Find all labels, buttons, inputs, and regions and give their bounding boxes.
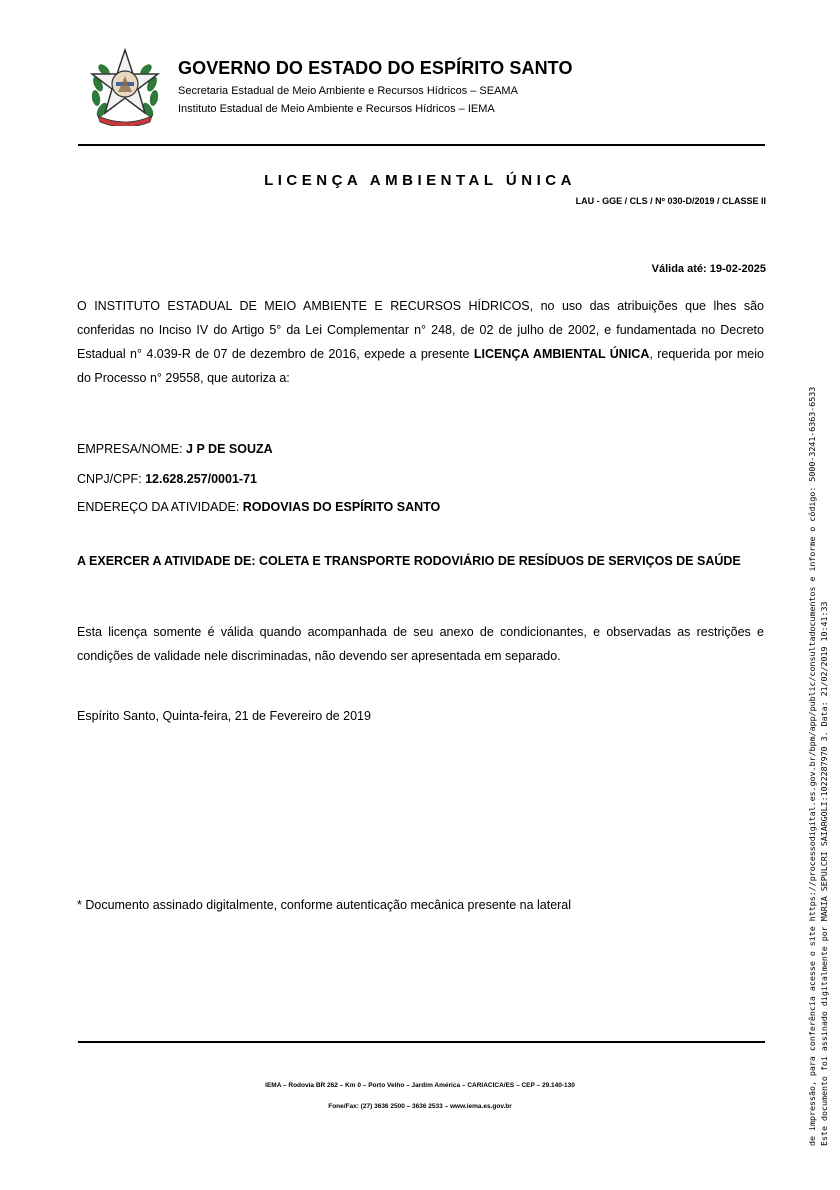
intro-license-name: LICENÇA AMBIENTAL ÚNICA bbox=[473, 347, 650, 361]
intro-text-2: , requerida por meio do Processo n° 29558, que autoriza a: bbox=[77, 347, 764, 385]
address-value: RODOVIAS DO ESPÍRITO SANTO bbox=[242, 500, 441, 514]
cnpj-value: 12.628.257/0001-71 bbox=[145, 472, 257, 486]
place-date: Espírito Santo, Quinta-feira, 21 de Fevereiro de 2019 bbox=[77, 709, 371, 723]
side-auth-line-1: Este documento foi assinado digitalmente por MARIA SEPULCRI SAIARGOLI:1022287970 3. Data: 21/02/2019 10:41:33 bbox=[819, 601, 829, 1146]
government-title: GOVERNO DO ESTADO DO ESPÍRITO SANTO bbox=[178, 58, 573, 78]
company-field bbox=[77, 442, 273, 456]
header-divider bbox=[78, 144, 765, 146]
secretaria-line: Secretaria Estadual de Meio Ambiente e Recursos Hídricos – SEAMA bbox=[178, 85, 518, 97]
document-title: LICENÇA AMBIENTAL ÚNICA bbox=[264, 172, 576, 189]
address-field bbox=[77, 500, 440, 514]
company-value: J P DE SOUZA bbox=[186, 442, 273, 456]
state-coat-of-arms-icon bbox=[88, 46, 162, 126]
footer-address: IEMA – Rodovia BR 262 – Km 0 – Porto Velho – Jardim América – CARIACICA/ES – CEP – 29.140-130 bbox=[265, 1082, 575, 1089]
cnpj-label: CNPJ/CPF: bbox=[77, 472, 146, 486]
validity-note: Esta licença somente é válida quando acompanhada de seu anexo de condicionantes, e observadas as restrições e condições de validade nele discriminadas, não devendo ser apresentada em separado. bbox=[77, 625, 764, 663]
address-label: ENDEREÇO DA ATIVIDADE: bbox=[77, 500, 243, 514]
footer-contact: Fone/Fax: (27) 3636 2500 – 3636 2533 – www.iema.es.gov.br bbox=[328, 1103, 512, 1110]
intro-text-1: O INSTITUTO ESTADUAL DE MEIO AMBIENTE E RECURSOS HÍDRICOS, no uso das atribuições que lhes são conferidas no Inciso IV do Artigo 5° da Lei Complementar n° 248, de 02 de julho de 2002, e fundamentada no Decreto Estadual n° 4.039-R de 07 de dezembro de 2016, expede a presente bbox=[77, 299, 764, 361]
valid-until: Válida até: 19-02-2025 bbox=[651, 263, 766, 275]
company-label: EMPRESA/NOME: bbox=[77, 442, 187, 456]
instituto-line: Instituto Estadual de Meio Ambiente e Recursos Hídricos – IEMA bbox=[178, 103, 495, 115]
header-block bbox=[178, 58, 573, 115]
intro-paragraph bbox=[77, 294, 764, 390]
cnpj-field bbox=[77, 472, 257, 486]
activity-line: A EXERCER A ATIVIDADE DE: COLETA E TRANSPORTE RODOVIÁRIO DE RESÍDUOS DE SERVIÇOS DE SAÚDE bbox=[77, 554, 741, 568]
side-authentication bbox=[806, 106, 830, 1146]
signature-note: * Documento assinado digitalmente, conforme autenticação mecânica presente na lateral bbox=[77, 898, 572, 912]
footer-divider bbox=[78, 1041, 765, 1043]
document-code: LAU - GGE / CLS / Nº 030-D/2019 / CLASSE II bbox=[575, 196, 766, 206]
side-auth-line-2: de impressão, para conferência acesse o site https://processodigital.es.gov.br/bpm/app/public/consultadocumentos e informe o código: 5000-3241-6363-6533 bbox=[807, 386, 817, 1146]
